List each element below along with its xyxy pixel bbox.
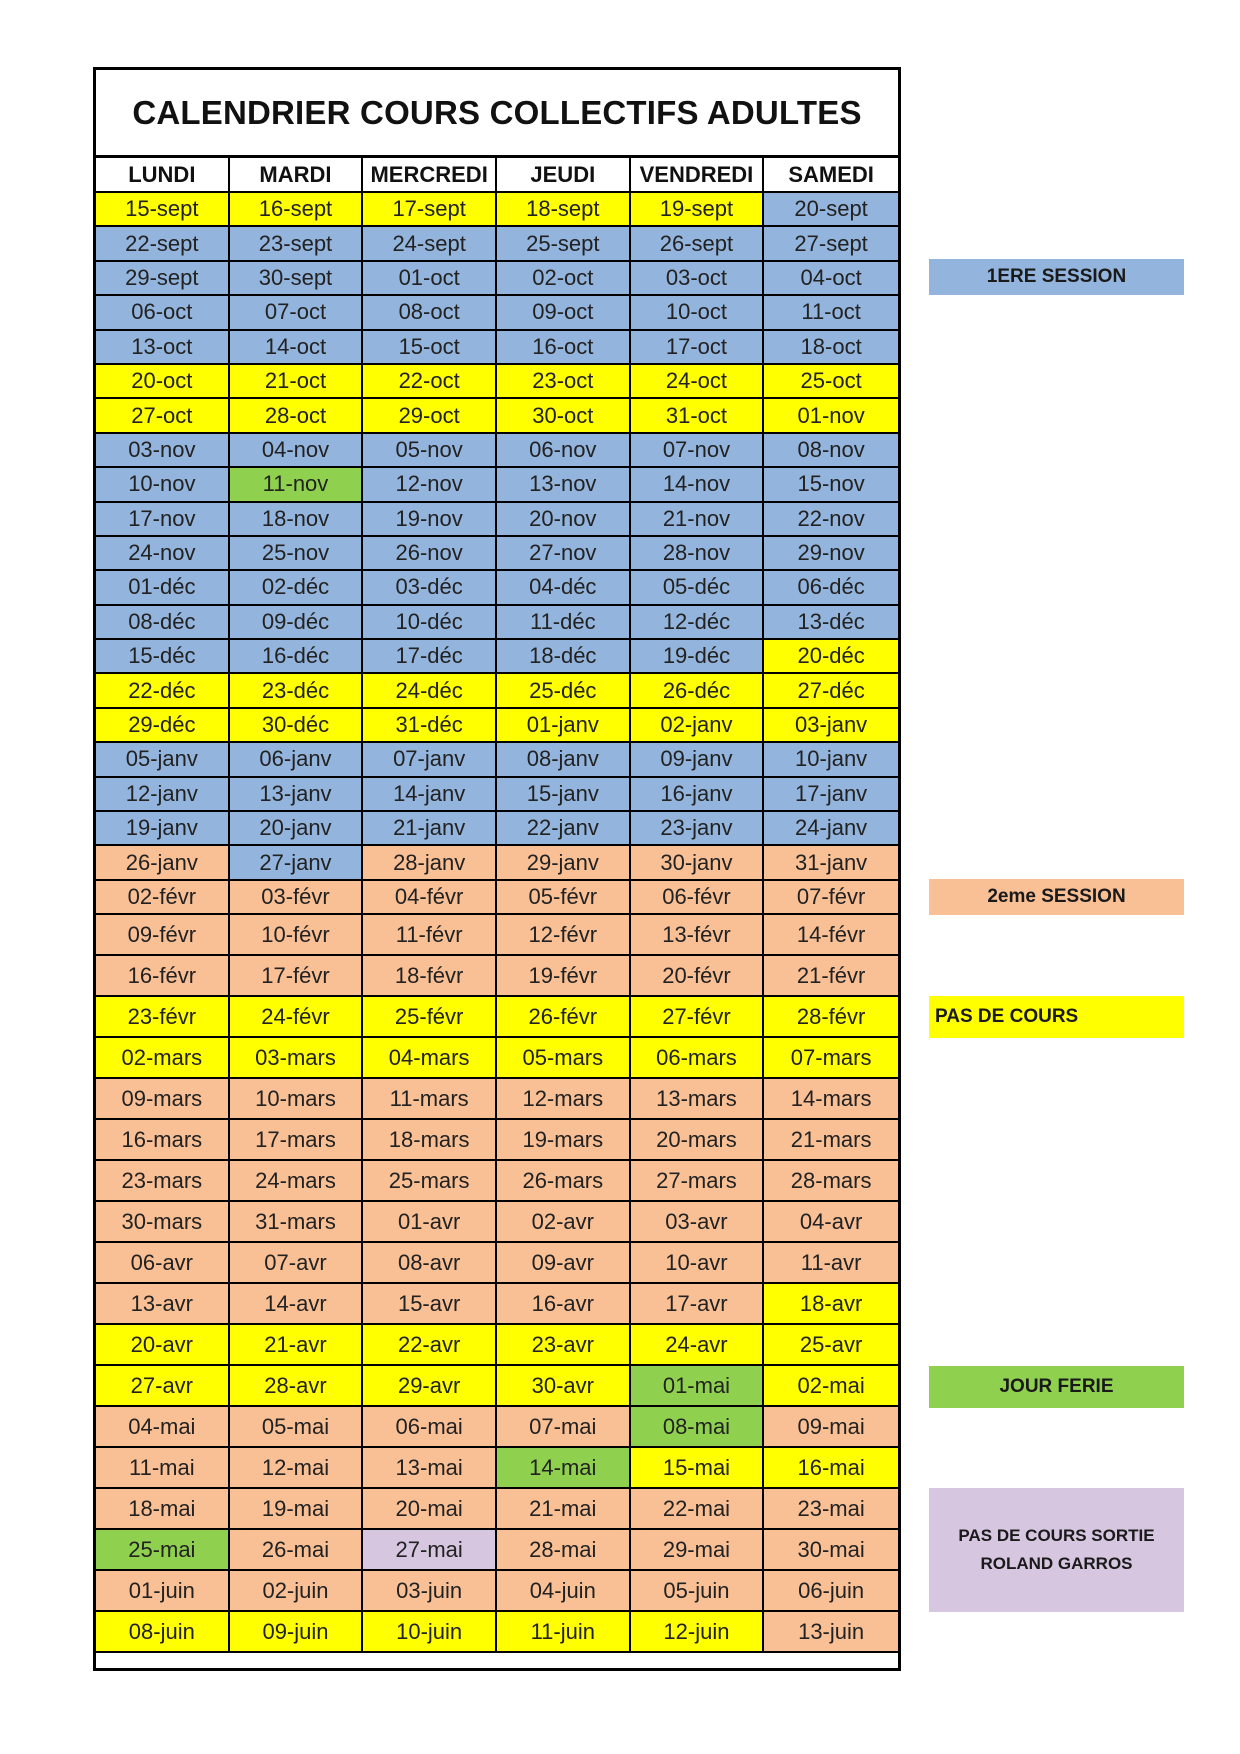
- date-cell: 04-nov: [230, 434, 364, 468]
- date-cell: 22-sept: [96, 227, 230, 261]
- date-cell: 02-avr: [497, 1202, 631, 1243]
- date-cell: 27-nov: [497, 537, 631, 571]
- date-cell: 13-janv: [230, 778, 364, 812]
- calendar-table: [93, 67, 901, 1671]
- date-cell: 13-mars: [631, 1079, 765, 1120]
- date-cell: 11-nov: [230, 468, 364, 502]
- date-cell: 01-avr: [363, 1202, 497, 1243]
- date-cell: 24-sept: [363, 227, 497, 261]
- date-cell: 22-avr: [363, 1325, 497, 1366]
- date-cell: 06-déc: [764, 571, 898, 605]
- date-cell: 06-juin: [764, 1571, 898, 1612]
- date-cell: 13-oct: [96, 331, 230, 365]
- date-cell: 20-mars: [631, 1120, 765, 1161]
- date-cell: 25-déc: [497, 674, 631, 708]
- date-cell: 06-oct: [96, 296, 230, 330]
- week-row: [96, 503, 898, 537]
- date-cell: 25-nov: [230, 537, 364, 571]
- week-row: [96, 709, 898, 743]
- date-cell: 05-juin: [631, 1571, 765, 1612]
- date-cell: 09-févr: [96, 915, 230, 956]
- date-cell: 30-janv: [631, 846, 765, 880]
- date-cell: 30-avr: [497, 1366, 631, 1407]
- date-cell: 29-déc: [96, 709, 230, 743]
- date-cell: 23-déc: [230, 674, 364, 708]
- date-cell: 15-déc: [96, 640, 230, 674]
- date-cell: 31-mars: [230, 1202, 364, 1243]
- date-cell: 04-avr: [764, 1202, 898, 1243]
- week-row: [96, 640, 898, 674]
- date-cell: 25-mars: [363, 1161, 497, 1202]
- date-cell: 13-nov: [497, 468, 631, 502]
- date-cell: 23-avr: [497, 1325, 631, 1366]
- week-row: [96, 997, 898, 1038]
- calendar-title: CALENDRIER COURS COLLECTIFS ADULTES: [96, 70, 898, 158]
- date-cell: 10-nov: [96, 468, 230, 502]
- week-row: [96, 1161, 898, 1202]
- date-cell: 06-nov: [497, 434, 631, 468]
- date-cell: 27-sept: [764, 227, 898, 261]
- date-cell: 25-avr: [764, 1325, 898, 1366]
- date-cell: 20-oct: [96, 365, 230, 399]
- date-cell: 17-oct: [631, 331, 765, 365]
- date-cell: 30-déc: [230, 709, 364, 743]
- date-cell: 22-oct: [363, 365, 497, 399]
- date-cell: 14-avr: [230, 1284, 364, 1325]
- week-row: [96, 331, 898, 365]
- date-cell: 07-mars: [764, 1038, 898, 1079]
- date-cell: 12-juin: [631, 1612, 765, 1653]
- date-cell: 27-mai: [363, 1530, 497, 1571]
- date-cell: 29-mai: [631, 1530, 765, 1571]
- date-cell: 03-juin: [363, 1571, 497, 1612]
- date-cell: 21-oct: [230, 365, 364, 399]
- date-cell: 17-nov: [96, 503, 230, 537]
- date-cell: 01-nov: [764, 399, 898, 433]
- week-row: [96, 1120, 898, 1161]
- date-cell: 10-janv: [764, 743, 898, 777]
- date-cell: 01-janv: [497, 709, 631, 743]
- day-header: MERCREDI: [363, 158, 497, 193]
- date-cell: 20-avr: [96, 1325, 230, 1366]
- date-cell: 18-déc: [497, 640, 631, 674]
- date-cell: 18-avr: [764, 1284, 898, 1325]
- date-cell: 28-avr: [230, 1366, 364, 1407]
- date-cell: 12-févr: [497, 915, 631, 956]
- day-header-row: [96, 158, 898, 193]
- date-cell: 21-mai: [497, 1489, 631, 1530]
- date-cell: 13-mai: [363, 1448, 497, 1489]
- date-cell: 26-nov: [363, 537, 497, 571]
- date-cell: 20-mai: [363, 1489, 497, 1530]
- date-cell: 29-avr: [363, 1366, 497, 1407]
- date-cell: 18-mars: [363, 1120, 497, 1161]
- date-cell: 24-avr: [631, 1325, 765, 1366]
- date-cell: 29-janv: [497, 846, 631, 880]
- date-cell: 16-févr: [96, 956, 230, 997]
- date-cell: 12-nov: [363, 468, 497, 502]
- week-row: [96, 881, 898, 915]
- week-row: [96, 1612, 898, 1653]
- date-cell: 23-mars: [96, 1161, 230, 1202]
- legend-pas-de-cours: PAS DE COURS: [929, 996, 1184, 1038]
- date-cell: 24-mars: [230, 1161, 364, 1202]
- date-cell: 02-mai: [764, 1366, 898, 1407]
- date-cell: 25-oct: [764, 365, 898, 399]
- date-cell: 20-févr: [631, 956, 765, 997]
- date-cell: 21-févr: [764, 956, 898, 997]
- date-cell: 02-oct: [497, 262, 631, 296]
- date-cell: 04-juin: [497, 1571, 631, 1612]
- date-cell: 15-mai: [631, 1448, 765, 1489]
- week-row: [96, 193, 898, 227]
- date-cell: 27-janv: [230, 846, 364, 880]
- date-cell: 29-sept: [96, 262, 230, 296]
- date-cell: 12-mai: [230, 1448, 364, 1489]
- date-cell: 28-févr: [764, 997, 898, 1038]
- date-cell: 11-oct: [764, 296, 898, 330]
- date-cell: 06-févr: [631, 881, 765, 915]
- date-cell: 19-sept: [631, 193, 765, 227]
- week-row: [96, 227, 898, 261]
- date-cell: 06-mai: [363, 1407, 497, 1448]
- date-cell: 11-déc: [497, 606, 631, 640]
- date-cell: 16-oct: [497, 331, 631, 365]
- date-cell: 16-déc: [230, 640, 364, 674]
- date-cell: 03-avr: [631, 1202, 765, 1243]
- date-cell: 25-févr: [363, 997, 497, 1038]
- date-cell: 06-avr: [96, 1243, 230, 1284]
- date-cell: 14-mai: [497, 1448, 631, 1489]
- day-header: VENDREDI: [631, 158, 765, 193]
- day-header: JEUDI: [497, 158, 631, 193]
- day-header: MARDI: [230, 158, 364, 193]
- date-cell: 31-déc: [363, 709, 497, 743]
- date-cell: 06-janv: [230, 743, 364, 777]
- week-row: [96, 674, 898, 708]
- date-cell: 05-déc: [631, 571, 765, 605]
- date-cell: 07-oct: [230, 296, 364, 330]
- date-cell: 09-oct: [497, 296, 631, 330]
- date-cell: 26-mai: [230, 1530, 364, 1571]
- date-cell: 06-mars: [631, 1038, 765, 1079]
- week-row: [96, 399, 898, 433]
- date-cell: 12-janv: [96, 778, 230, 812]
- date-cell: 19-févr: [497, 956, 631, 997]
- legend-session-1: 1ERE SESSION: [929, 259, 1184, 295]
- date-cell: 23-oct: [497, 365, 631, 399]
- date-cell: 18-févr: [363, 956, 497, 997]
- date-cell: 31-oct: [631, 399, 765, 433]
- date-cell: 09-avr: [497, 1243, 631, 1284]
- date-cell: 15-avr: [363, 1284, 497, 1325]
- date-cell: 14-févr: [764, 915, 898, 956]
- date-cell: 27-févr: [631, 997, 765, 1038]
- date-cell: 17-déc: [363, 640, 497, 674]
- date-cell: 05-janv: [96, 743, 230, 777]
- date-cell: 04-oct: [764, 262, 898, 296]
- day-header: SAMEDI: [764, 158, 898, 193]
- date-cell: 11-mars: [363, 1079, 497, 1120]
- date-cell: 11-mai: [96, 1448, 230, 1489]
- date-cell: 30-sept: [230, 262, 364, 296]
- date-cell: 08-déc: [96, 606, 230, 640]
- week-row: [96, 743, 898, 777]
- date-cell: 19-déc: [631, 640, 765, 674]
- date-cell: 23-mai: [764, 1489, 898, 1530]
- date-cell: 28-mars: [764, 1161, 898, 1202]
- week-row: [96, 1489, 898, 1530]
- date-cell: 12-mars: [497, 1079, 631, 1120]
- week-row: [96, 434, 898, 468]
- date-cell: 04-déc: [497, 571, 631, 605]
- date-cell: 20-sept: [764, 193, 898, 227]
- week-row: [96, 1366, 898, 1407]
- date-cell: 14-oct: [230, 331, 364, 365]
- date-cell: 17-mars: [230, 1120, 364, 1161]
- date-cell: 04-mai: [96, 1407, 230, 1448]
- date-cell: 09-mars: [96, 1079, 230, 1120]
- date-cell: 05-mars: [497, 1038, 631, 1079]
- date-cell: 09-déc: [230, 606, 364, 640]
- date-cell: 31-janv: [764, 846, 898, 880]
- legend-roland-garros: [929, 1488, 1184, 1612]
- date-cell: 14-mars: [764, 1079, 898, 1120]
- date-cell: 10-mars: [230, 1079, 364, 1120]
- date-cell: 02-févr: [96, 881, 230, 915]
- date-cell: 28-mai: [497, 1530, 631, 1571]
- date-cell: 22-mai: [631, 1489, 765, 1530]
- date-cell: 14-janv: [363, 778, 497, 812]
- date-cell: 28-nov: [631, 537, 765, 571]
- date-cell: 17-janv: [764, 778, 898, 812]
- week-row: [96, 1448, 898, 1489]
- date-cell: 27-oct: [96, 399, 230, 433]
- date-cell: 27-déc: [764, 674, 898, 708]
- date-cell: 10-oct: [631, 296, 765, 330]
- date-cell: 26-mars: [497, 1161, 631, 1202]
- week-row: [96, 1407, 898, 1448]
- date-cell: 07-mai: [497, 1407, 631, 1448]
- week-row: [96, 778, 898, 812]
- date-cell: 07-avr: [230, 1243, 364, 1284]
- date-cell: 21-janv: [363, 812, 497, 846]
- week-row: [96, 956, 898, 997]
- week-row: [96, 468, 898, 502]
- date-cell: 16-avr: [497, 1284, 631, 1325]
- date-cell: 08-avr: [363, 1243, 497, 1284]
- date-cell: 05-nov: [363, 434, 497, 468]
- date-cell: 11-févr: [363, 915, 497, 956]
- week-row: [96, 812, 898, 846]
- date-cell: 14-nov: [631, 468, 765, 502]
- date-cell: 19-nov: [363, 503, 497, 537]
- date-cell: 22-janv: [497, 812, 631, 846]
- date-cell: 04-mars: [363, 1038, 497, 1079]
- week-row: [96, 1243, 898, 1284]
- date-cell: 08-juin: [96, 1612, 230, 1653]
- date-cell: 03-janv: [764, 709, 898, 743]
- date-cell: 24-déc: [363, 674, 497, 708]
- week-row: [96, 1038, 898, 1079]
- date-cell: 30-mai: [764, 1530, 898, 1571]
- date-cell: 01-juin: [96, 1571, 230, 1612]
- date-cell: 20-nov: [497, 503, 631, 537]
- date-cell: 09-janv: [631, 743, 765, 777]
- date-cell: 08-oct: [363, 296, 497, 330]
- date-cell: 15-oct: [363, 331, 497, 365]
- week-row: [96, 915, 898, 956]
- date-cell: 03-déc: [363, 571, 497, 605]
- week-row: [96, 1571, 898, 1612]
- date-cell: 01-mai: [631, 1366, 765, 1407]
- day-header: LUNDI: [96, 158, 230, 193]
- date-cell: 12-déc: [631, 606, 765, 640]
- date-cell: 07-févr: [764, 881, 898, 915]
- date-cell: 03-févr: [230, 881, 364, 915]
- date-cell: 09-mai: [764, 1407, 898, 1448]
- date-cell: 17-févr: [230, 956, 364, 997]
- date-cell: 02-juin: [230, 1571, 364, 1612]
- date-cell: 30-mars: [96, 1202, 230, 1243]
- date-cell: 28-oct: [230, 399, 364, 433]
- date-cell: 18-mai: [96, 1489, 230, 1530]
- date-cell: 03-oct: [631, 262, 765, 296]
- date-cell: 08-nov: [764, 434, 898, 468]
- date-cell: 26-sept: [631, 227, 765, 261]
- date-cell: 16-janv: [631, 778, 765, 812]
- legend-roland-line2: ROLAND GARROS: [980, 1554, 1133, 1573]
- date-cell: 02-mars: [96, 1038, 230, 1079]
- date-cell: 24-oct: [631, 365, 765, 399]
- week-row: [96, 537, 898, 571]
- date-cell: 26-févr: [497, 997, 631, 1038]
- date-cell: 02-déc: [230, 571, 364, 605]
- date-cell: 17-sept: [363, 193, 497, 227]
- date-cell: 01-oct: [363, 262, 497, 296]
- date-cell: 24-janv: [764, 812, 898, 846]
- week-row: [96, 1284, 898, 1325]
- calendar-body: [96, 193, 898, 1653]
- date-cell: 04-févr: [363, 881, 497, 915]
- date-cell: 20-janv: [230, 812, 364, 846]
- week-row: [96, 1202, 898, 1243]
- date-cell: 30-oct: [497, 399, 631, 433]
- date-cell: 23-sept: [230, 227, 364, 261]
- date-cell: 07-nov: [631, 434, 765, 468]
- date-cell: 07-janv: [363, 743, 497, 777]
- date-cell: 03-mars: [230, 1038, 364, 1079]
- date-cell: 13-déc: [764, 606, 898, 640]
- date-cell: 09-juin: [230, 1612, 364, 1653]
- date-cell: 21-nov: [631, 503, 765, 537]
- date-cell: 15-nov: [764, 468, 898, 502]
- date-cell: 15-janv: [497, 778, 631, 812]
- date-cell: 25-mai: [96, 1530, 230, 1571]
- date-cell: 18-sept: [497, 193, 631, 227]
- date-cell: 24-nov: [96, 537, 230, 571]
- legend-session-2: 2eme SESSION: [929, 879, 1184, 915]
- date-cell: 28-janv: [363, 846, 497, 880]
- date-cell: 18-nov: [230, 503, 364, 537]
- date-cell: 03-nov: [96, 434, 230, 468]
- legend-roland-line1: PAS DE COURS SORTIE: [958, 1526, 1155, 1545]
- date-cell: 20-déc: [764, 640, 898, 674]
- date-cell: 19-janv: [96, 812, 230, 846]
- date-cell: 22-déc: [96, 674, 230, 708]
- date-cell: 05-mai: [230, 1407, 364, 1448]
- date-cell: 24-févr: [230, 997, 364, 1038]
- date-cell: 18-oct: [764, 331, 898, 365]
- date-cell: 05-févr: [497, 881, 631, 915]
- calendar-grid: [96, 158, 898, 1653]
- date-cell: 16-mars: [96, 1120, 230, 1161]
- date-cell: 08-mai: [631, 1407, 765, 1448]
- date-cell: 17-avr: [631, 1284, 765, 1325]
- date-cell: 23-janv: [631, 812, 765, 846]
- date-cell: 10-févr: [230, 915, 364, 956]
- date-cell: 19-mars: [497, 1120, 631, 1161]
- date-cell: 13-juin: [764, 1612, 898, 1653]
- date-cell: 23-févr: [96, 997, 230, 1038]
- week-row: [96, 571, 898, 605]
- date-cell: 16-mai: [764, 1448, 898, 1489]
- date-cell: 02-janv: [631, 709, 765, 743]
- date-cell: 10-juin: [363, 1612, 497, 1653]
- date-cell: 26-déc: [631, 674, 765, 708]
- week-row: [96, 296, 898, 330]
- date-cell: 27-mars: [631, 1161, 765, 1202]
- date-cell: 26-janv: [96, 846, 230, 880]
- date-cell: 16-sept: [230, 193, 364, 227]
- date-cell: 01-déc: [96, 571, 230, 605]
- date-cell: 13-avr: [96, 1284, 230, 1325]
- date-cell: 10-déc: [363, 606, 497, 640]
- week-row: [96, 606, 898, 640]
- week-row: [96, 1079, 898, 1120]
- week-row: [96, 1325, 898, 1366]
- date-cell: 10-avr: [631, 1243, 765, 1284]
- week-row: [96, 262, 898, 296]
- week-row: [96, 846, 898, 880]
- date-cell: 29-nov: [764, 537, 898, 571]
- date-cell: 29-oct: [363, 399, 497, 433]
- date-cell: 15-sept: [96, 193, 230, 227]
- date-cell: 25-sept: [497, 227, 631, 261]
- date-cell: 08-janv: [497, 743, 631, 777]
- date-cell: 11-avr: [764, 1243, 898, 1284]
- date-cell: 11-juin: [497, 1612, 631, 1653]
- date-cell: 22-nov: [764, 503, 898, 537]
- week-row: [96, 1530, 898, 1571]
- date-cell: 21-avr: [230, 1325, 364, 1366]
- date-cell: 19-mai: [230, 1489, 364, 1530]
- date-cell: 13-févr: [631, 915, 765, 956]
- legend-jour-ferie: JOUR FERIE: [929, 1366, 1184, 1408]
- date-cell: 21-mars: [764, 1120, 898, 1161]
- week-row: [96, 365, 898, 399]
- date-cell: 27-avr: [96, 1366, 230, 1407]
